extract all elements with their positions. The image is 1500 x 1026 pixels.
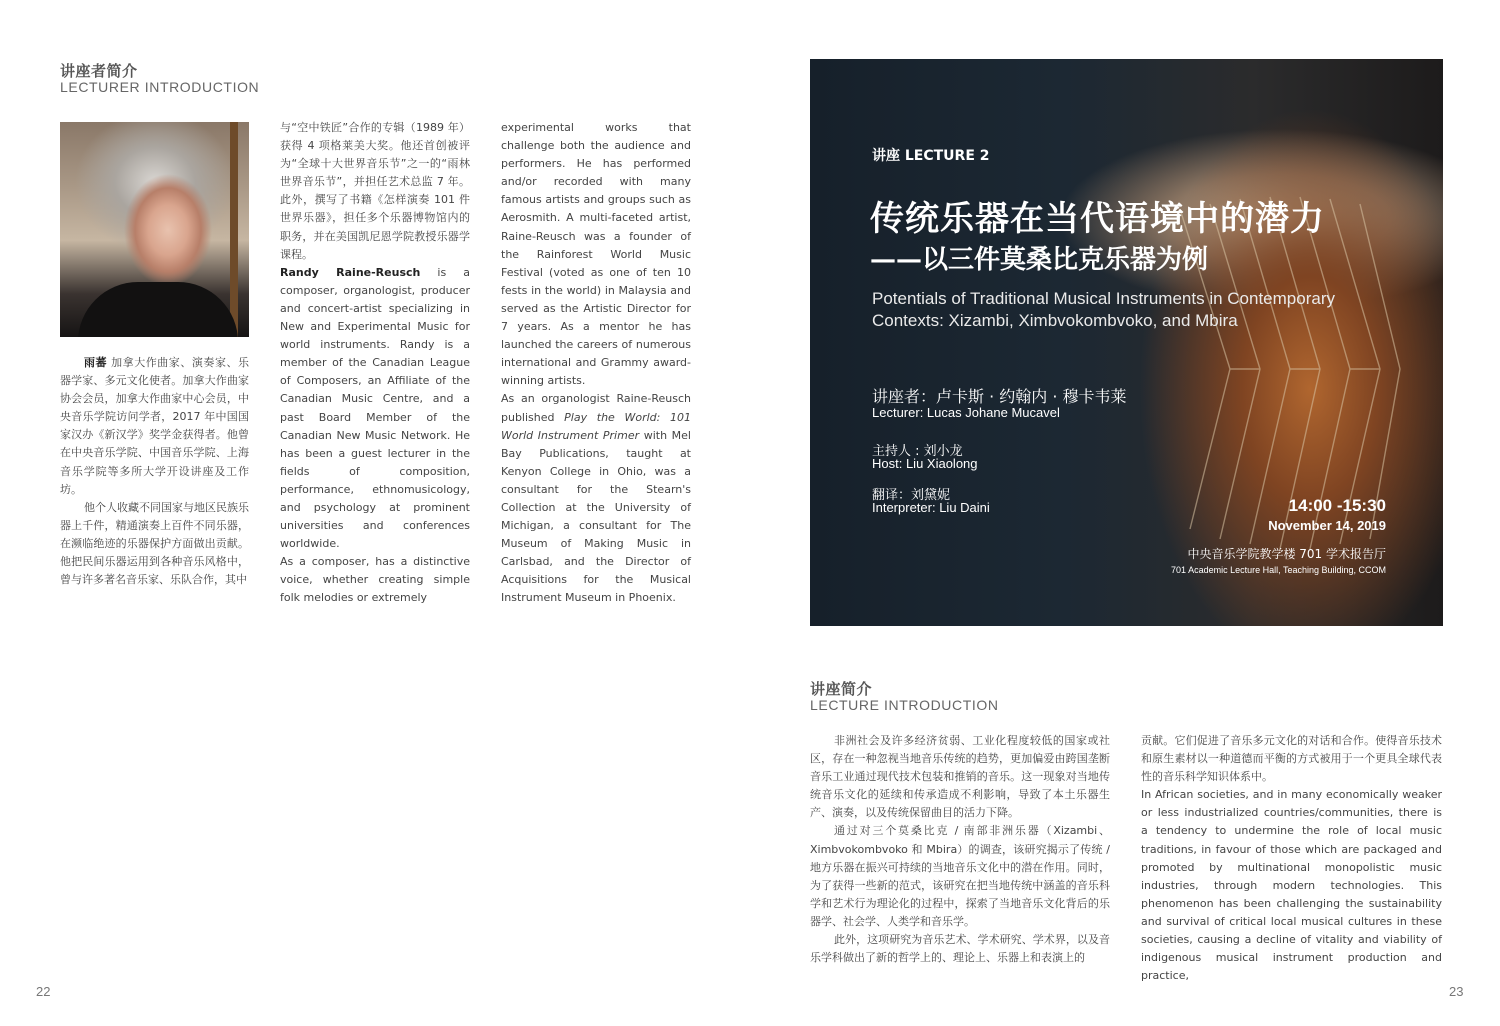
lecture-zh-paragraph-1: 非洲社会及许多经济贫弱、工业化程度较低的国家或社区，存在一种忽视当地音乐传统的趋势，更加偏爱由跨国垄断音乐工业通过现代技术包装和推销的音乐。这一现象对当地传统音乐文化的延续和传承造成不利影响，导致了本土乐器生产、演奏，以及传统保留曲目的活力下降。 (810, 734, 1110, 820)
poster-title-en-line1: Potentials of Traditional Musical Instruments in Contemporary (872, 289, 1335, 308)
interpreter-zh: 翻译：刘黛妮 (872, 488, 951, 503)
page-number-right: 23 (1449, 984, 1464, 999)
lecturer-section-title-zh: 讲座者简介 (60, 62, 138, 80)
lecturer-portrait-photo (60, 122, 249, 337)
lecturer-name-zh: 讲座者：卢卡斯 · 约翰内 · 穆卡韦莱 (872, 387, 1127, 406)
bio-en-name: Randy Raine-Reusch (280, 265, 421, 279)
interpreter-en: Interpreter: Liu Daini (872, 500, 990, 515)
lecture-zh-paragraph-2: 通过对三个莫桑比克 / 南部非洲乐器（Xizambi、Ximbvokombvoko 和 Mbira）的调查，该研究揭示了传统 / 地方乐器在振兴可持续的当地音乐文化中的潜在作用。同时，为了获得一些新的范式，该研究在把当地传统中涵盖的音乐科学和艺术行为理论化的过程中，探索了当地音乐文化背后的乐器学、社会学、人类学和音乐学。 (810, 824, 1110, 928)
venue-zh: 中央音乐学院教学楼 701 学术报告厅 (1187, 547, 1386, 561)
lecture-section-title-zh: 讲座简介 (810, 680, 873, 698)
lecture-intro-column-1 (810, 732, 1110, 967)
bio-en-paragraph-3: experimental works that challenge both the audience and performers. He has performed and/or recorded with many famous artists and groups such as Aerosmith. A multi-faceted artist, Raine-Reusch was a founder of the Rainforest World Music Festival (voted as one of ten 10 fests in the world) in Malaysia and served as the Artistic Director for 7 years. As a mentor he has launched the careers of numerous international and Grammy award-winning artists. (501, 121, 691, 388)
lecturer-section-title-en: LECTURER INTRODUCTION (60, 79, 260, 95)
bio-zh-paragraph-1: 加拿大作曲家、演奏家、乐器学家、多元文化使者。加拿大作曲家协会会员，加拿大作曲家中心会员，中央音乐学院访问学者，2017 年中国国家汉办《新汉学》奖学金获得者。他曾在中央音乐学院、中国音乐学院、上海音乐学院等多所大学开设讲座及工作坊。 (60, 356, 250, 496)
lecture-section-title-en: LECTURE INTRODUCTION (810, 697, 999, 713)
instrument-pole (230, 122, 238, 337)
bio-en-paragraph-4-end: with Mel Bay Publications, taught at Kenyon College in Ohio, was a consultant for the Stearn's Collection at the University of Michigan, a consultant for The Museum of Making Music in Carlsbad, and the Director of Acquisitions for the Musical Instrument Museum in Phoenix. (501, 428, 691, 605)
venue-en: 701 Academic Lecture Hall, Teaching Building, CCOM (1171, 565, 1386, 575)
poster-title-zh-line2: ——以三件莫桑比克乐器为例 (870, 245, 1209, 275)
page-number-left: 22 (36, 984, 51, 999)
host-en: Host: Liu Xiaolong (872, 456, 978, 471)
lecture-tag: 讲座 LECTURE 2 (872, 148, 990, 164)
host-zh: 主持人 : 刘小龙 (872, 444, 963, 459)
bio-zh-column (60, 354, 249, 589)
bio-zh-continuation: 与“空中铁匠”合作的专辑（1989 年）获得 4 项格莱美大奖。他还首创被评为“全球十大世界音乐节”之一的“雨林世界音乐节”，并担任艺术总监 7 年。此外，撰写了书籍《怎样演奏 101 件世界乐器》，担任多个乐器博物馆内的职务，并在美国凯尼恩学院教授乐器学课程。 (280, 121, 470, 261)
book-title: Play the World: 101 World Instrument Primer (501, 410, 692, 442)
bio-zh-paragraph-2: 他个人收藏不同国家与地区民族乐器上千件，精通演奏上百件不同乐器，在濒临绝迹的乐器保护方面做出贡献。他把民间乐器运用到各种音乐风格中，曾与许多著名音乐家、乐队合作，其中 (60, 500, 249, 587)
bio-column-2 (280, 119, 470, 608)
lecture-intro-column-2 (1141, 732, 1442, 985)
bio-en-paragraph-1: is a composer, organologist, producer and concert-artist specializing in New and Experimental Music for world instruments. Randy is a member of the Canadian League of Composers, an Affiliate of the Canadian Music Centre, and a past Board Member of the Canadian New Music Network. He has been a guest lecturer in the fields of composition, performance, ethnomusicology, and psychology at prominent universities and conferences worldwide. (280, 265, 470, 551)
lecture-date: November 14, 2019 (1268, 518, 1386, 533)
lecturer-name-en: Lecturer: Lucas Johane Mucavel (872, 405, 1060, 420)
lecture-poster (810, 59, 1443, 626)
bio-en-paragraph-2: As a composer, has a distinctive voice, whether creating simple folk melodies or extremely (280, 555, 470, 605)
poster-title-en-line2: Contexts: Xizambi, Ximbvokombvoko, and Mbira (872, 311, 1238, 330)
bio-column-3 (501, 119, 691, 608)
lecture-zh-continuation: 贡献。它们促进了音乐多元文化的对话和合作。使得音乐技术和原生素材以一种道德而平衡的方式被用于一个更具全球代表性的音乐科学知识体系中。 (1141, 734, 1442, 784)
poster-title-zh-line1: 传统乐器在当代语境中的潜力 (870, 199, 1325, 239)
bio-zh-name: 雨蕃 (84, 356, 108, 369)
bio-en-paragraph-4-start: As an organologist Raine-Reusch published (501, 392, 691, 424)
portrait-shoulders (78, 282, 238, 337)
lecture-en-paragraph-1: In African societies, and in many economically weaker or less industrialized countries/communities, there is a tendency to undermine the role of local music traditions, in favour of those which are packaged and promoted by multinational monopolistic music industries, through modern technologies. This phenomenon has been challenging the sustainability and survival of critical local musical cultures in these societies, causing a decline of vitality and viability of indigenous musical instrument production and practice, (1141, 788, 1442, 983)
lecture-zh-paragraph-3: 此外，这项研究为音乐艺术、学术研究、学术界，以及音乐学科做出了新的哲学上的、理论上、乐器上和表演上的 (810, 933, 1110, 965)
lecture-time: 14:00 -15:30 (1288, 496, 1386, 515)
